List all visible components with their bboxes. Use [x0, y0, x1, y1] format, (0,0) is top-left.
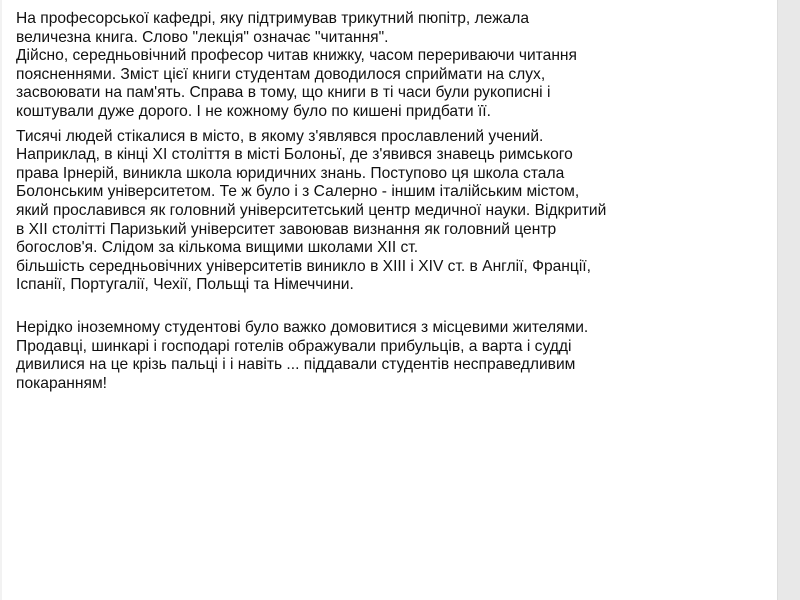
text-line: богослов'я. Слідом за кількома вищими школами XII ст.	[16, 239, 419, 257]
paragraph-universities	[16, 128, 756, 295]
paragraph-lecture-book	[16, 10, 756, 122]
text-line: більшість середньовічних університетів виникло в XIII і XIV ст. в Англії, Франції,	[16, 257, 591, 275]
text-line: права Ірнерій, виникла школа юридичних знань. Поступово ця школа стала	[16, 164, 565, 182]
text-line: Болонським університетом. Те ж було і з Салерно - іншим італійським містом,	[16, 183, 580, 201]
text-line: Дійсно, середньовічний професор читав книжку, часом перериваючи читання	[16, 47, 577, 65]
text-line: коштували дуже дорого. І не кожному було по кишені придбати її.	[16, 102, 491, 120]
text-line: На професорської кафедрі, яку підтримував трикутний пюпітр, лежала	[16, 10, 530, 27]
text-line: поясненнями. Зміст цієї книги студентам доводилося сприймати на слух,	[16, 65, 546, 83]
text-line: в XII столітті Паризький університет завоював визнання як головний центр	[16, 220, 557, 238]
text-line: засвоювати на пам'ять. Справа в тому, що книги в ті часи були рукописні і	[16, 84, 551, 102]
left-edge-rule	[0, 0, 2, 600]
paragraph-foreign-students	[16, 319, 756, 393]
text-line: Нерідко іноземному студентові було важко домовитися з місцевими жителями.	[16, 318, 589, 336]
text-line: який прославився як головний університетський центр медичної науки. Відкритий	[16, 201, 607, 219]
text-line: Іспанії, Португалії, Чехії, Польщі та Німеччини.	[16, 276, 354, 294]
text-line: дивилися на це крізь пальці і і навіть ... піддавали студентів несправедливим	[16, 356, 576, 374]
slide-body	[16, 10, 756, 393]
text-line: Тисячі людей стікалися в місто, в якому з'являвся прославлений учений.	[16, 127, 544, 145]
text-line: величезна книга. Слово "лекція" означає "читання".	[16, 28, 389, 46]
text-line: покаранням!	[16, 374, 108, 392]
text-line: Наприклад, в кінці XI століття в місті Болоньї, де з'явився знавець римського	[16, 146, 573, 164]
right-edge-strip	[777, 0, 800, 600]
text-line: Продавці, шинкарі і господарі готелів ображували прибульців, а варта і судді	[16, 337, 572, 355]
